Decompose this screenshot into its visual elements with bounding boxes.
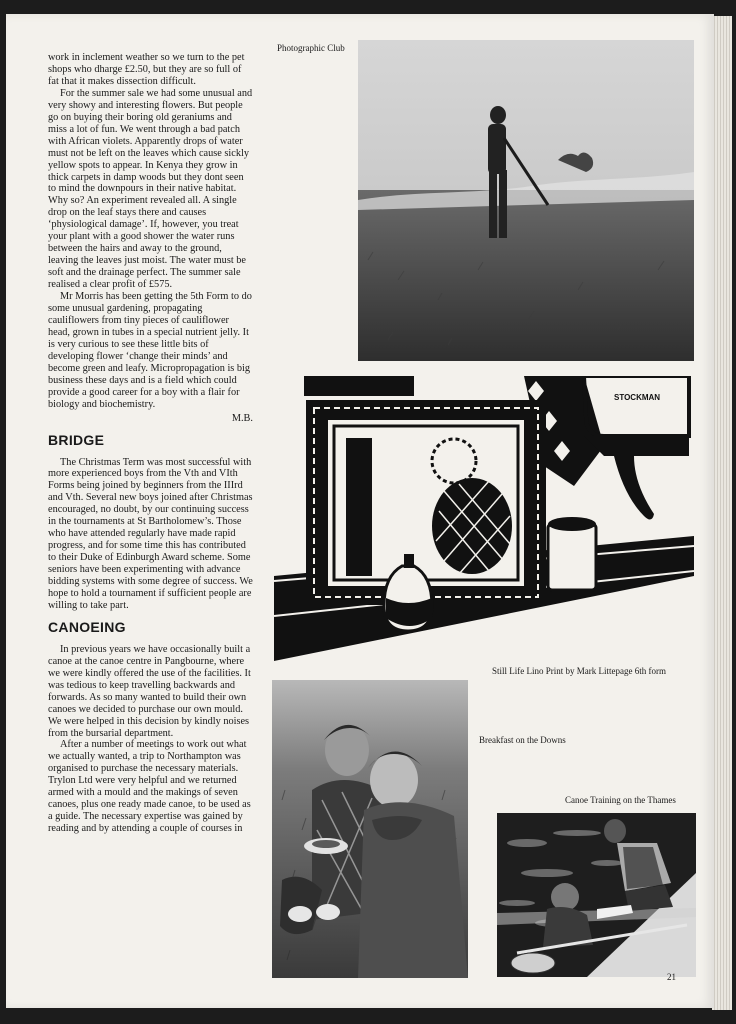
- page-number: 21: [667, 972, 676, 982]
- canoe-training-caption: Canoe Training on the Thames: [565, 795, 676, 805]
- breakfast-caption: Breakfast on the Downs: [479, 735, 566, 745]
- summer-sale-paragraph: For the summer sale we had some unusual and very showy and interesting flowers. But people go on buying their boring old geraniums and miss a lot of fun. We went through a bad patch with African violets. Apparently drops of water must not be left on the leaves which cause sickly yellow spots to appear. In Kenya they grow in thick carpets in damp woods but they dont seen to mind the downpours in their native habitat. Why so? An experiment revealed all. A single drop on the leaf stays there and causes ‘physiological damage’. If, however, you treat your plant with a good shower the water runs between the hairs and away to the ground, leaving the leaves just moist. The water must be soft and the drainage perfect. The summer sale realised a clear profit of £575.: [48, 87, 253, 291]
- canoeing-paragraph-1: In previous years we have occasionally built a canoe at the canoe centre in Pangbourne, where we were kindly offered the use of the facilities. It was tedious to keep travelling backwards and forwards. As so many wanted to build their own canoes we decided to purchase our own mould. We were helped in this decision by kindly noises from the bursarial department.: [48, 643, 251, 739]
- photographic-club-caption: Photographic Club: [277, 43, 345, 53]
- photographic-club-photo: [358, 40, 694, 361]
- lino-print-illustration: [274, 376, 694, 661]
- canoeing-paragraph-2: After a number of meetings to work out what we actually wanted, a trip to Northampton was organised to purchase the necessary materials. Trylon Ltd were very helpful and we returned armed with a mould and the makings of seven canoes, plus one ready made canoe, to be used as a guide. The necessary expertise was gained by reading and by attending a couple of courses in: [48, 739, 251, 835]
- text-column: [48, 52, 253, 835]
- lino-print-caption: Still Life Lino Print by Mark Littepage 6th form: [492, 666, 666, 676]
- breakfast-photo: [272, 680, 468, 978]
- cauliflower-paragraph: Mr Morris has been getting the 5th Form to do some unusual gardening, propagating cauliflowers from tiny pieces of cauliflower head, grown in tubes in a special nutrient jelly. It is very curious to see these little bits of developing flower ‘change their minds’ and become green and leafy. Micropropagation is big business these days and is a field which could provide a good career for a boy with a flair for biology and biochemistry.: [48, 291, 252, 410]
- magazine-page: [6, 14, 714, 1008]
- canoeing-heading: CANOEING: [48, 618, 126, 635]
- signature: M.B.: [231, 412, 253, 424]
- page-edges: [712, 16, 732, 1010]
- bridge-paragraph: The Christmas Term was most successful with more experienced boys from the Vth and VIth Forms being joined by beginners from the IIIrd and Vth. Several new boys joined after Christmas encouraged, no doubt, by our continuing success in the tournaments at St Bartholomew’s. Those who have attended regularly have made rapid progress, and for some time this has contributed to their Duke of Edinburgh Award scheme. Some seniors have been experimenting with advance bidding systems with some degree of success. We hope to hold a tournament if sufficient people are willing to take part.: [48, 456, 253, 611]
- canoe-training-photo: [497, 813, 696, 977]
- bridge-heading: BRIDGE: [48, 431, 105, 448]
- intro-paragraph: work in inclement weather so we turn to the pet shops who dharge £2.50, but they are so full of fat that it makes dissection difficult.: [48, 52, 245, 87]
- stockman-text: STOCKMAN: [614, 393, 661, 402]
